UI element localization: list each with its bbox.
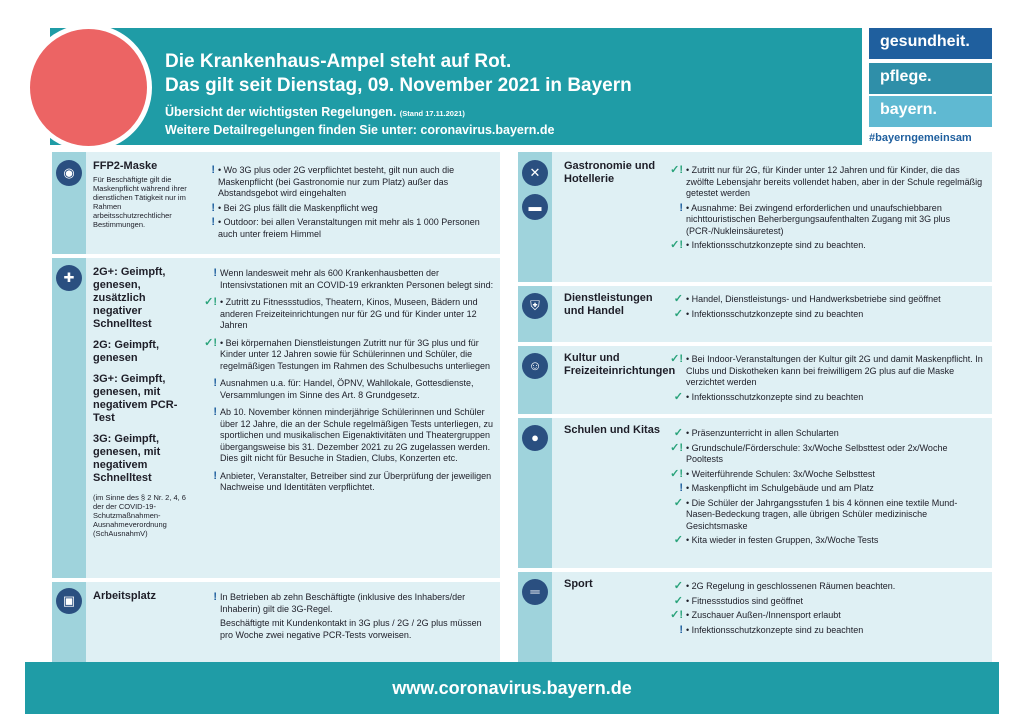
rule-text: • Zutritt nur für 2G, für Kinder unter 12 Jahren und für Kinder, die das zwölfte Lebensjahr bereits vollendet haben, aber in der Schule regelmäßig getestet werden <box>686 165 983 198</box>
rule-mark: ✓ <box>673 293 683 305</box>
2g-title: 2G: Geimpft, genesen <box>93 339 160 364</box>
rule-text: • Infektionsschutzkonzepte sind zu beachten <box>686 391 864 402</box>
schulen-rules <box>664 428 986 550</box>
brand-bayern: bayern. <box>869 96 992 127</box>
rule-text: • Fitnessstudios sind geöffnet <box>686 595 804 606</box>
rule-item <box>198 407 494 465</box>
brand-pflege: pflege. <box>869 63 992 94</box>
rule-mark: ✓ <box>673 307 683 320</box>
rule-item <box>664 443 986 466</box>
rule-item <box>664 240 986 252</box>
rule-mark: ! <box>211 216 215 228</box>
rule-mark: ! <box>211 201 215 214</box>
rule-text: Anbieter, Veranstalter, Betreiber sind zur Überprüfung der jeweiligen Nachweise und Identitäten verpflichtet. <box>220 470 492 492</box>
traffic-light-circle <box>25 24 152 151</box>
rule-text: • Ausnahme: Bei zwingend erforderlichen und unaufschiebbaren nichttouristischen Beherbergungsaufenthalten Zugang mit 3G plus (PCR-/Nukleinsäuretest) <box>686 202 951 236</box>
rule-text: • Wo 3G plus oder 2G verpflichtet besteht, gilt nun auch die Maskenpflicht (bei Gastronomie nur zum Platz) außer das Abstandsgebot wird eingehalten <box>218 165 455 198</box>
rule-mark: ✓ <box>673 594 683 607</box>
title-line-1: Die Krankenhaus-Ampel steht auf Rot. <box>165 51 512 72</box>
rule-item <box>664 309 986 321</box>
syringe-icon: ✚ <box>56 265 82 291</box>
kultur-rules <box>664 354 986 406</box>
rule-text: Wenn landesweit mehr als 600 Krankenhausbetten der Intensivstationen mit an COVID-19 erkrankten Personen belegt sind: <box>220 268 494 290</box>
rule-item <box>664 165 986 200</box>
rule-item <box>664 483 986 495</box>
g-rules-icon-band <box>52 258 86 578</box>
ffp2-rules <box>196 165 492 243</box>
rule-mark <box>198 618 220 641</box>
schulen-title: Schulen und Kitas <box>564 424 660 436</box>
arbeitsplatz-rules <box>198 592 494 644</box>
rule-item <box>664 596 986 608</box>
cutlery-icon: ✕ <box>522 160 548 186</box>
rule-text: • Infektionsschutzkonzepte sind zu beachten. <box>686 240 866 250</box>
rule-item <box>196 203 492 215</box>
rule-mark: ! <box>213 591 217 603</box>
rule-text: Beschäftigte mit Kundenkontakt in 3G plus / 2G / 2G plus müssen pro Woche zwei negative PCR-Tests vorweisen. <box>220 618 482 640</box>
rule-item <box>664 294 986 306</box>
arbeitsplatz-title: Arbeitsplatz <box>93 590 156 602</box>
rule-text: • Maskenpflicht im Schulgebäude und am Platz <box>686 483 874 493</box>
rule-mark: ! <box>213 377 217 389</box>
title-line-2: Das gilt seit Dienstag, 09. November 2021 in Bayern <box>165 75 632 96</box>
rule-text: • Infektionsschutzkonzepte sind zu beachten <box>686 624 864 635</box>
2g-plus-title: 2G+: Geimpft, genesen, zusätzlich negativer Schnelltest <box>93 266 166 330</box>
rule-mark: ✓! <box>204 336 217 349</box>
rule-text: In Betrieben ab zehn Beschäftigte (inklusive des Inhabers/der Inhaberin) gilt die 3G-Regel. <box>220 592 466 614</box>
rule-item <box>198 618 494 641</box>
rule-item <box>198 268 494 291</box>
brand-gesundheit: gesundheit. <box>869 28 992 59</box>
subtitle-line-2: Weitere Detailregelungen finden Sie unter: coronavirus.bayern.de <box>165 123 555 137</box>
rule-mark: ✓! <box>670 164 683 176</box>
dumbbell-icon: ═ <box>522 579 548 605</box>
page-title <box>165 50 632 98</box>
handel-rules <box>664 294 986 323</box>
rule-text: • Bei 2G plus fällt die Maskenpflicht weg <box>218 202 378 213</box>
rule-text: • Weiterführende Schulen: 3x/Woche Selbsttest <box>686 468 875 479</box>
kultur-title: Kultur und Freizeiteinrichtungen <box>564 352 676 377</box>
rule-text: • Handel, Dienstleistungs- und Handwerksbetriebe sind geöffnet <box>686 294 941 304</box>
rule-mark: ! <box>213 469 217 482</box>
rule-mark: ✓ <box>673 390 683 403</box>
rule-mark: ✓! <box>670 467 683 480</box>
rule-mark: ! <box>213 267 217 279</box>
masks-icon: ☺ <box>522 353 548 379</box>
rule-mark: ✓ <box>673 534 683 546</box>
bed-icon: ▬ <box>522 194 548 220</box>
rule-mark: ! <box>211 164 215 176</box>
rule-mark: ! <box>679 201 683 214</box>
rule-text: Ab 10. November können minderjährige Schülerinnen und Schüler über 12 Jahre, die an der Schule regelmäßigen Tests unterliegen, zu sportlichen und musikalischen Eigenaktivitäten und Theatergruppen übergangsweise bis 31. Dezember 2021 zu 2G zugelassen werden. Dies gilt nicht für Besuche in Stadien, Clubs, Konzerten etc. <box>220 407 494 463</box>
rule-item <box>198 378 494 401</box>
handel-title: Dienstleistungen und Handel <box>564 292 653 317</box>
rule-item <box>664 610 986 622</box>
rule-item <box>664 625 986 637</box>
ffp2-note: Für Beschäftigte gilt die Maskenpflicht während ihrer dienstlichen Tätigkeit nur im Rahmen arbeitsschutzrechtlicher Bestimmungen. <box>93 175 187 229</box>
subtitle-line-1: Übersicht der wichtigsten Regelungen. <box>165 105 397 119</box>
rule-item <box>664 203 986 238</box>
g-rules-note: (im Sinne des § 2 Nr. 2, 4, 6 der der COVID-19-Schutzmaßnahmen-Ausnahmeverordnung (SchAusnahmV) <box>93 493 186 538</box>
ffp2-title: FFP2-Maske <box>93 160 158 172</box>
ffp2-label <box>93 160 191 229</box>
footer-url[interactable]: www.coronavirus.bayern.de <box>25 662 999 714</box>
rule-mark: ✓! <box>670 441 683 454</box>
children-icon: ● <box>522 425 548 451</box>
rule-item <box>196 217 492 240</box>
mask-icon: ◉ <box>56 160 82 186</box>
sport-title: Sport <box>564 578 593 590</box>
rule-item <box>664 392 986 404</box>
rule-item <box>664 498 986 533</box>
rule-mark: ✓! <box>670 239 683 251</box>
rule-mark: ✓! <box>670 609 683 621</box>
rule-mark: ! <box>679 623 683 636</box>
rule-text: • Zuschauer Außen-/Innensport erlaubt <box>686 610 841 620</box>
3g-title: 3G: Geimpft, genesen, mit negativem Schnelltest <box>93 433 161 484</box>
rule-item <box>196 165 492 200</box>
rule-text: • Die Schüler der Jahrgangsstufen 1 bis 4 können eine textile Mund-Nasen-Bedeckung tragen, alle übrigen Schüler medizinische Gesichtsmaske <box>686 497 958 531</box>
rule-mark: ! <box>679 482 683 494</box>
rule-item <box>664 535 986 547</box>
gastro-title: Gastronomie und Hotellerie <box>564 160 656 185</box>
rule-mark: ! <box>213 406 217 418</box>
rule-item <box>664 428 986 440</box>
rule-text: • Kita wieder in festen Gruppen, 3x/Woche Tests <box>686 535 879 545</box>
rule-mark: ✓! <box>204 296 217 308</box>
rule-text: • Infektionsschutzkonzepte sind zu beachten <box>686 308 864 319</box>
rule-text: • Präsenzunterricht in allen Schularten <box>686 428 839 438</box>
rule-item <box>198 592 494 615</box>
rule-item <box>198 297 494 332</box>
rule-mark: ✓ <box>673 496 683 509</box>
rule-item <box>198 338 494 373</box>
g-rules-list <box>198 268 494 497</box>
hashtag: #bayerngemeinsam <box>869 132 972 144</box>
rule-text: • Bei körpernahen Dienstleistungen Zutritt nur für 3G plus und für Kinder unter 12 Jahren sowie für Schülerinnen und Schüler, die regelmäßigen Testungen im Rahmen des Schulbesuchs unterliegen <box>220 337 490 371</box>
rule-item <box>198 471 494 494</box>
subtitle <box>165 104 554 139</box>
rule-item <box>664 581 986 593</box>
rule-text: • Grundschule/Förderschule: 3x/Woche Selbsttest oder 2x/Woche Pooltests <box>686 442 948 464</box>
cart-icon: ⛨ <box>522 293 548 319</box>
gastro-rules <box>664 165 986 255</box>
3g-plus-title: 3G+: Geimpft, genesen, mit negativem PCR-Test <box>93 373 178 424</box>
rule-mark: ✓ <box>673 580 683 592</box>
rule-item <box>664 469 986 481</box>
briefcase-icon: ▣ <box>56 588 82 614</box>
g-rules-labels <box>93 266 196 538</box>
rule-text: Ausnahmen u.a. für: Handel, ÖPNV, Wahllokale, Gottesdienste, Versammlungen im Sinne des Art. 8 Grundgesetz. <box>220 378 474 400</box>
rule-text: • Outdoor: bei allen Veranstaltungen mit mehr als 1 000 Personen auch unter freiem Himmel <box>218 217 480 239</box>
rule-item <box>664 354 986 389</box>
sport-rules <box>664 581 986 639</box>
rule-text: • 2G Regelung in geschlossenen Räumen beachten. <box>686 581 896 591</box>
rule-text: • Bei Indoor-Veranstaltungen der Kultur gilt 2G und damit Maskenpflicht. In Clubs und Diskotheken kann bei freiwilligem 2G plus auf die Maske verzichtet werden <box>686 354 983 387</box>
rule-mark: ✓! <box>670 353 683 365</box>
stand-date: (Stand 17.11.2021) <box>399 109 465 118</box>
rule-mark: ✓ <box>673 427 683 439</box>
rule-text: • Zutritt zu Fitnessstudios, Theatern, Kinos, Museen, Bädern und anderen Freizeiteinrichtungen nur für 2G und für Kinder unter 12 Jahren <box>220 297 478 330</box>
